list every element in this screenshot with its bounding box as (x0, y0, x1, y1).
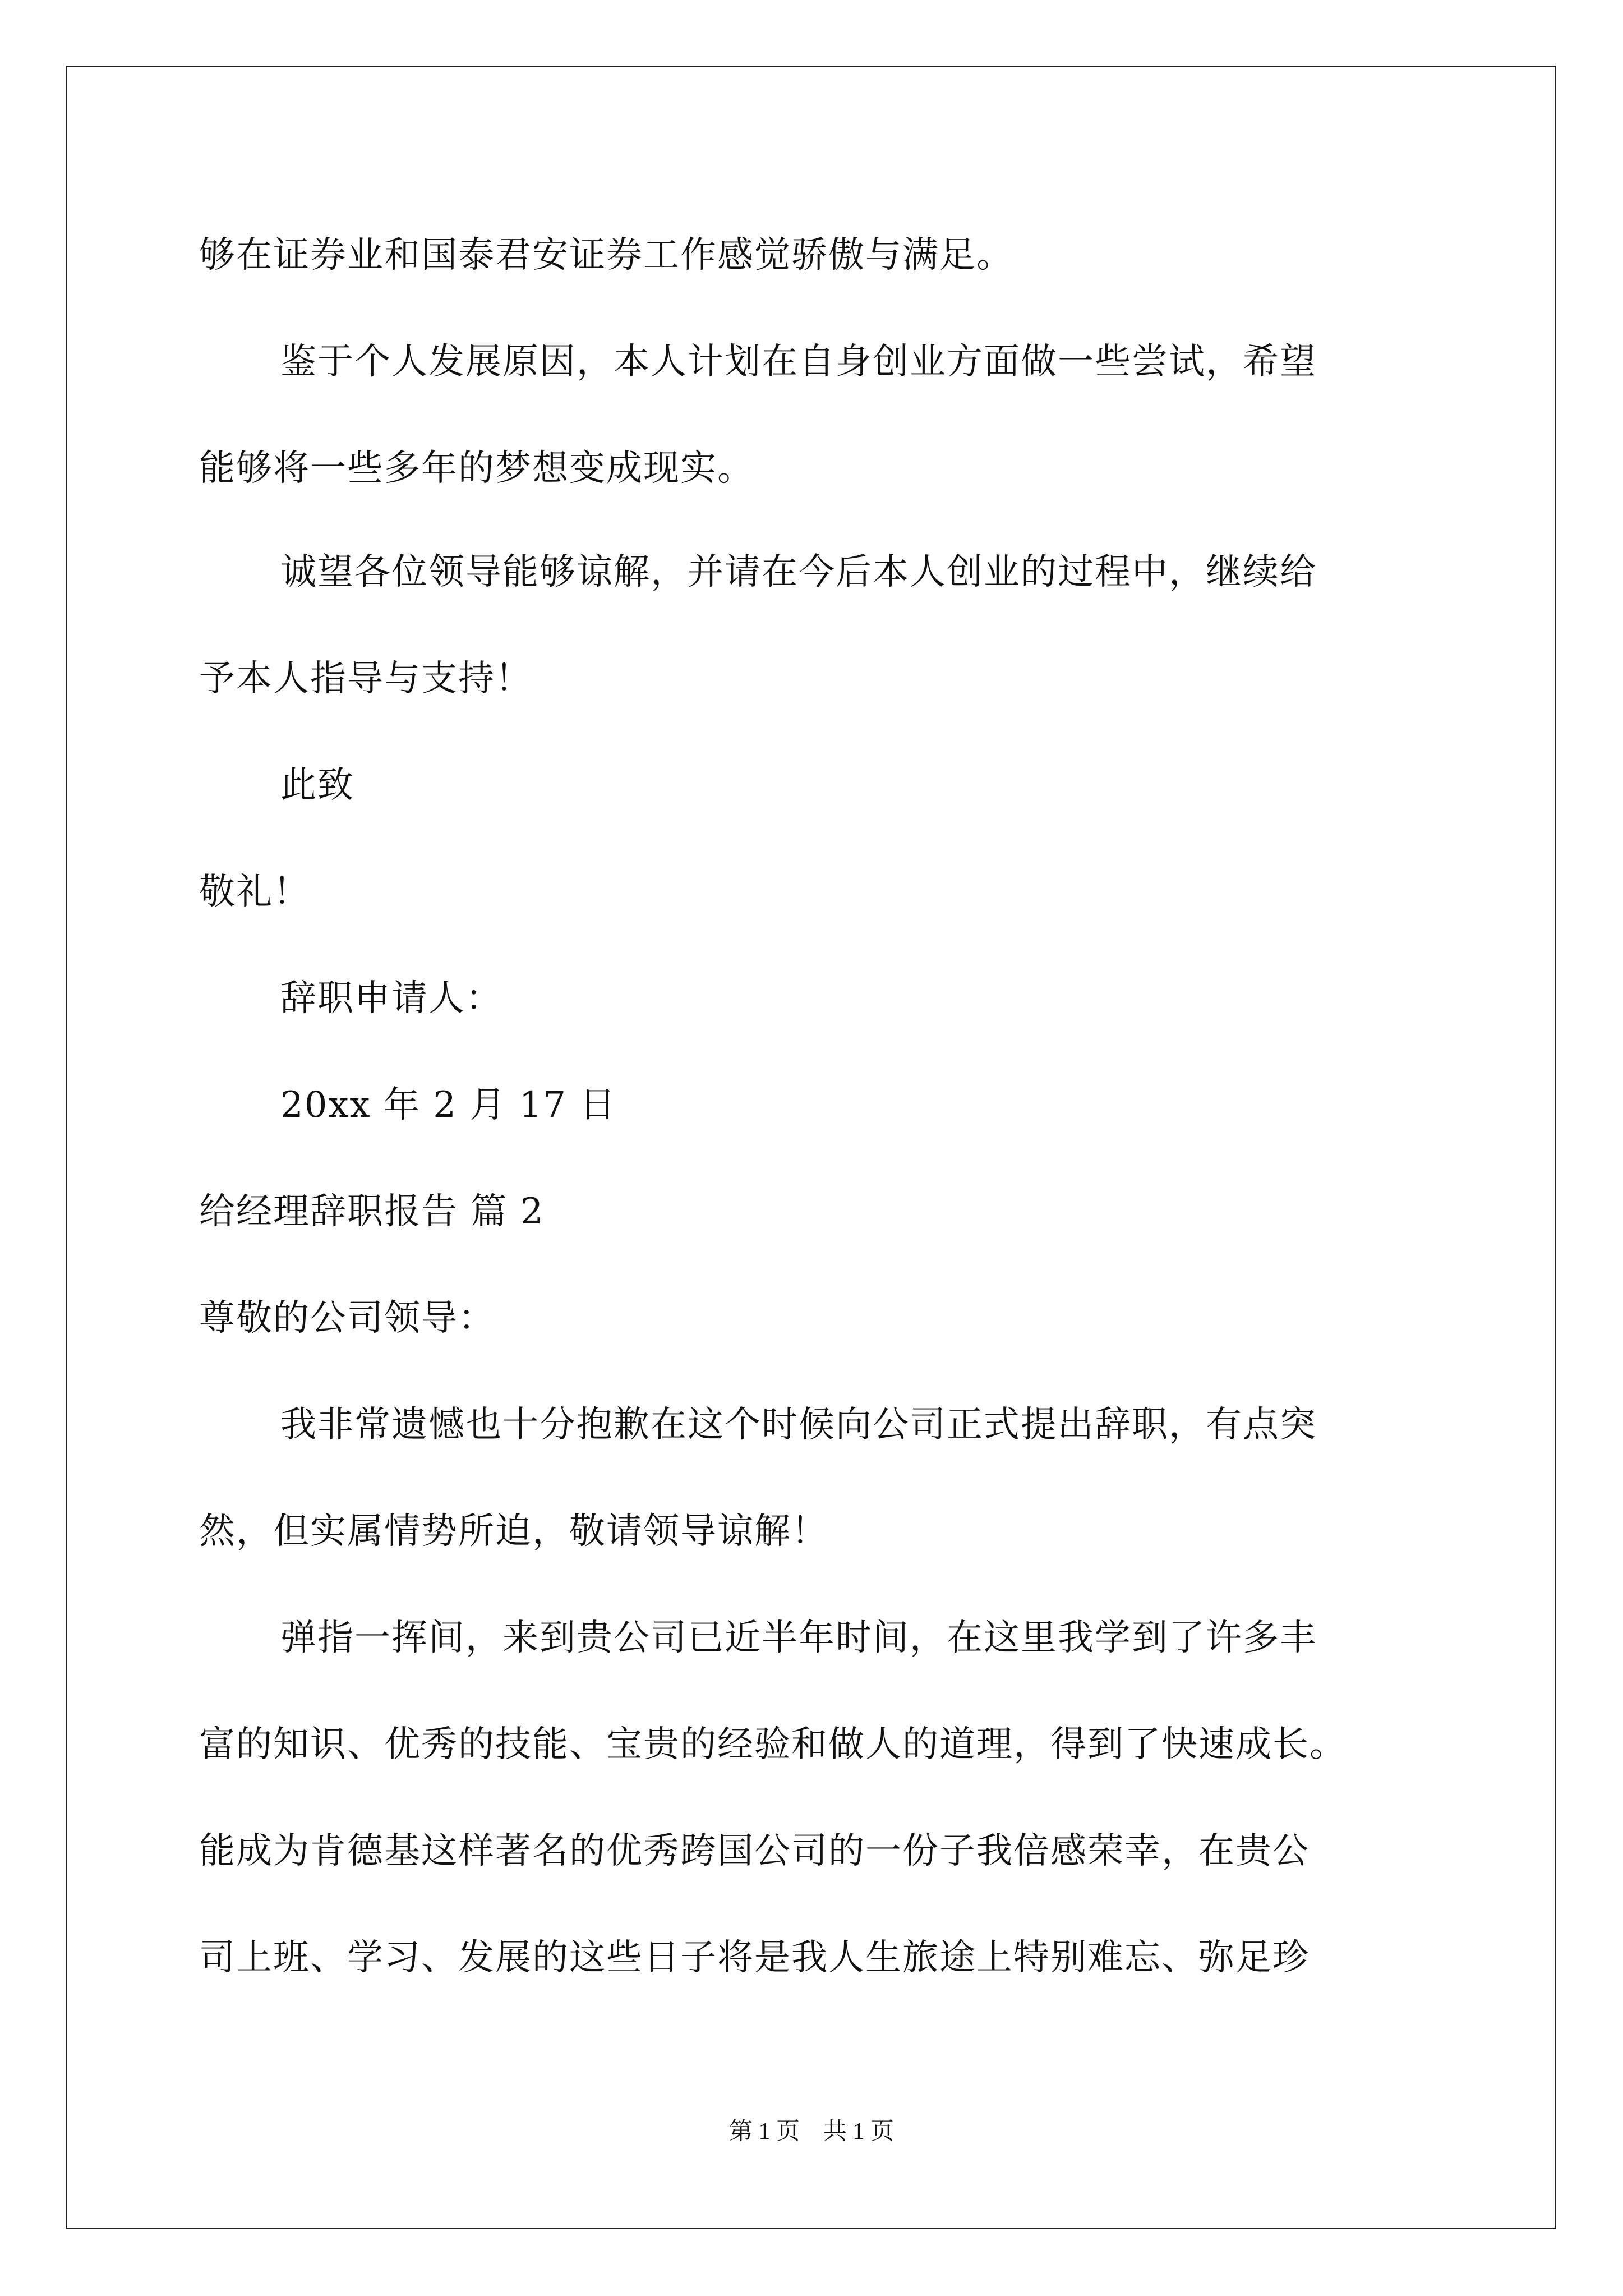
page-number-footer: 第 1 页 共 1 页 (728, 2119, 894, 2145)
text-line: 弹指一挥间，来到贵公司已近半年时间，在这里我学到了许多丰 (280, 1617, 1317, 1659)
signature-label: 辞职申请人： (280, 978, 502, 1019)
section-heading: 给经理辞职报告 篇 2 (199, 1191, 545, 1232)
date-line: 20xx 年 2 月 17 日 (280, 1084, 617, 1126)
closing-salutation: 敬礼！ (199, 871, 310, 913)
text-line: 能成为肯德基这样著名的优秀跨国公司的一份子我倍感荣幸，在贵公 (199, 1830, 1310, 1872)
text-line: 富的知识、优秀的技能、宝贵的经验和做人的道理，得到了快速成长。 (199, 1724, 1347, 1765)
text-line: 司上班、学习、发展的这些日子将是我人生旅途上特别难忘、弥足珍 (199, 1937, 1310, 1978)
text-line: 然，但实属情势所迫，敬请领导谅解！ (199, 1511, 828, 1552)
closing-salutation: 此致 (280, 765, 354, 806)
text-line: 能够将一些多年的梦想变成现实。 (199, 448, 754, 489)
text-line: 我非常遗憾也十分抱歉在这个时候向公司正式提出辞职，有点突 (280, 1404, 1317, 1446)
text-line: 鉴于个人发展原因，本人计划在自身创业方面做一些尝试，希望 (280, 341, 1317, 383)
page-border (66, 66, 1556, 2229)
text-line: 够在证券业和国泰君安证券工作感觉骄傲与满足。 (199, 234, 1013, 276)
greeting: 尊敬的公司领导： (199, 1297, 495, 1339)
text-line: 予本人指导与支持！ (199, 658, 532, 700)
text-line: 诚望各位领导能够谅解，并请在今后本人创业的过程中，继续给 (280, 551, 1317, 593)
